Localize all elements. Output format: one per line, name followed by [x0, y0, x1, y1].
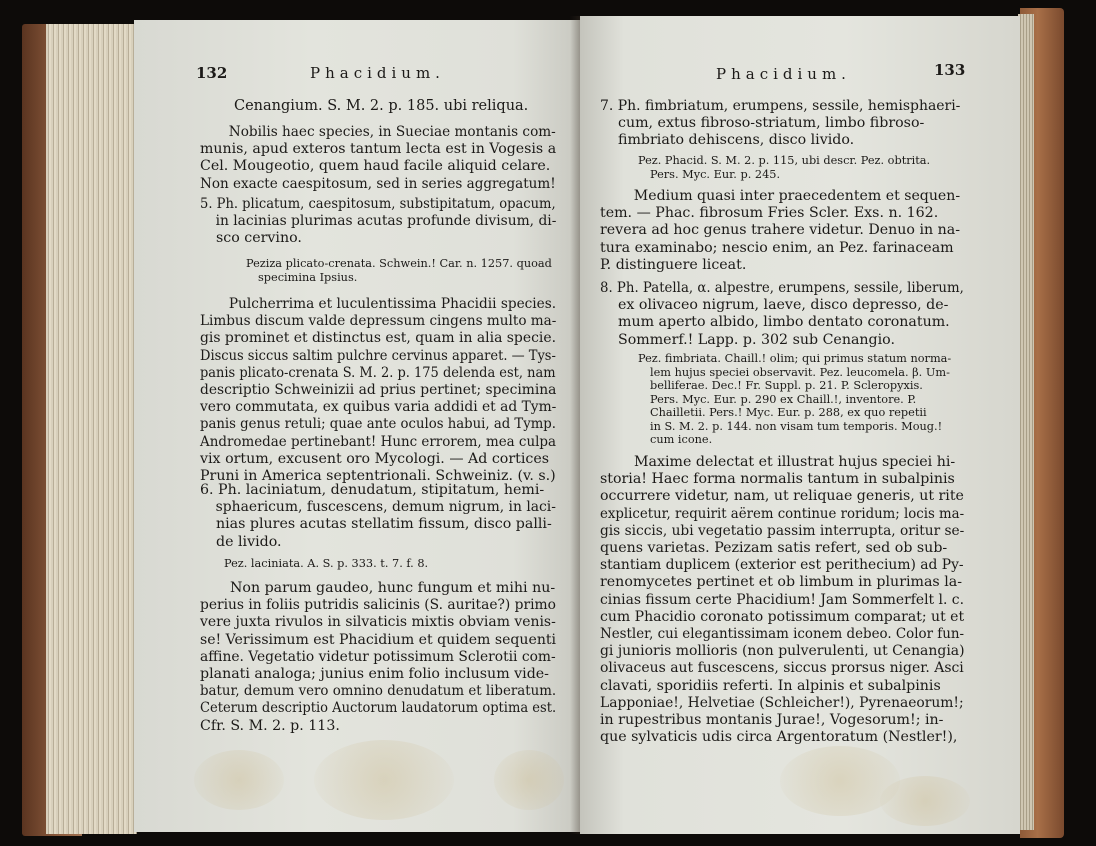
- page-number: 132: [196, 64, 228, 82]
- reference-7: Pez. Phacid. S. M. 2. p. 115, ubi descr. Pez. obtrita. Pers. Myc. Eur. p. 245.: [638, 154, 931, 181]
- reference-5: Peziza plicato-crenata. Schwein.! Car. n. 1257. quoad specimina Ipsius.: [246, 257, 552, 284]
- species-entry-5: 5. Ph. plicatum, caespitosum, substipitatum, opacum, in lacinias plurimas acutas profunde divisum, di- sco cervino.: [200, 196, 557, 247]
- page-edges-left: [46, 24, 137, 834]
- page-number: 133: [934, 61, 966, 79]
- paragraph-pulcherrima: Pulcherrima et luculentissima Phacidii species. Limbus discum valde depressum cingens multo ma- gis prominet et distinctus est, quam in alia specie. Discus siccus saltim pulchre cervinus apparet. — Tys- panis plicato-crenata S. M. 2. p. 175 delenda est, nam descriptio Schweinizii ad prius pertinet; specimina vero commutata, ex quibus varia addidi et ad Tym- panis genus retuli; quae ante oculos habui, ad Tymp. Andromedae pertinebant! Hunc errorem, mea culpa vix ortum, excusent oro Mycologi. — Ad cortices Pruni in America septentrionali. Schweiniz. (v. s.): [200, 296, 557, 485]
- species-entry-8: 8. Ph. Patella, α. alpestre, erumpens, sessile, liberum, ex olivaceo nigrum, laeve, disco depresso, de- mum aperto albido, limbo dentato coronatum. Sommerf.! Lapp. p. 302 sub Cenangio.: [600, 280, 964, 348]
- paragraph-nobilis: Nobilis haec species, in Sueciae montanis com- munis, apud exteros tantum lecta est in Vogesis a Cel. Mougeotio, quem haud facile aliquid celare. Non exacte caespitosum, sed in series aggregatum!: [200, 124, 557, 192]
- left-page: [134, 20, 580, 832]
- paragraph-cenangium: Cenangium. S. M. 2. p. 185. ubi reliqua.: [234, 98, 529, 114]
- running-header: Phacidium.: [716, 65, 851, 83]
- paragraph-medium: Medium quasi inter praecedentem et sequen- tem. — Phac. fibrosum Fries Scler. Exs. n. 162. revera ad hoc genus trahere videtur. Denuo in na- tura examinabo; nescio enim, an Pez. farinaceam P. distinguere liceat.: [600, 188, 961, 273]
- reference-6: Pez. laciniata. A. S. p. 333. t. 7. f. 8.: [224, 557, 429, 570]
- species-entry-7: 7. Ph. fimbriatum, erumpens, sessile, hemisphaeri- cum, extus fibroso-striatum, limbo fibroso- fimbriato dehiscens, disco livido.: [600, 98, 961, 149]
- paragraph-non-parum: Non parum gaudeo, hunc fungum et mihi nu- perius in foliis putridis salicinis (S. auritae?) primo vere juxta rivulos in silvaticis mixtis obviam venis- se! Verissimum est Phacidium et quidem sequenti affine. Vegetatio videtur potissimum Sclerotii com- planati analoga; junius enim folio inclusum vide- batur, demum vero omnino denudatum et liberatum. Ceterum descriptio Auctorum laudatorum optima est. Cfr. S. M. 2. p. 113.: [200, 580, 557, 734]
- right-page: [580, 16, 1020, 834]
- paragraph-maxime: Maxime delectat et illustrat hujus speciei hi- storia! Haec forma normalis tantum in subalpinis occurrere videtur, nam, ut reliquae generis, ut rite explicetur, requirit aërem continue roridum; locis ma- gis siccis, ubi vegetatio passim interrupta, oritur se- quens varietas. Pezizam satis refert, sed ob sub- stantiam duplicem (exterior est perithecium) ad Py- renomycetes pertinet et ob limbum in plurimas la- cinias fissum certe Phacidium! Jam Sommerfelt l. c. cum Phacidio coronato potissimum comparat; ut et Nestler, cui elegantissimam iconem debeo. Color fun- gi junioris mollioris (non pulverulenti, ut Cenangia) olivaceus aut fuscescens, siccus prorsus niger. Asci clavati, sporidiis referti. In alpinis et subalpinis Lapponiae!, Helvetiae (Schleicher!), Pyrenaeorum!; in rupestribus montanis Jurae!, Vogesorum!; in- que sylvaticis udis circa Argentoratum (Nestler!),: [600, 454, 965, 746]
- running-header: Phacidium.: [310, 64, 445, 82]
- species-entry-6: 6. Ph. laciniatum, denudatum, stipitatum, hemi- sphaericum, fuscescens, demum nigrum, in laci- nias plures acutas stellatim fissum, disco palli- de livido.: [200, 482, 556, 550]
- reference-8: Pez. fimbriata. Chaill.! olim; qui primus statum norma- lem hujus speciei observavit. Pez. leucomela. β. Um- belliferae. Dec.! Fr. Suppl. p. 21. P. Scleropyxis. Pers. Myc. Eur. p. 290 ex Chaill.!, inventore. P. Chailletii. Pers.! Myc. Eur. p. 288, ex quo repetii in S. M. 2. p. 144. non visam tum temporis. Moug.! cum icone.: [638, 352, 952, 446]
- page-edges-right: [1018, 14, 1034, 830]
